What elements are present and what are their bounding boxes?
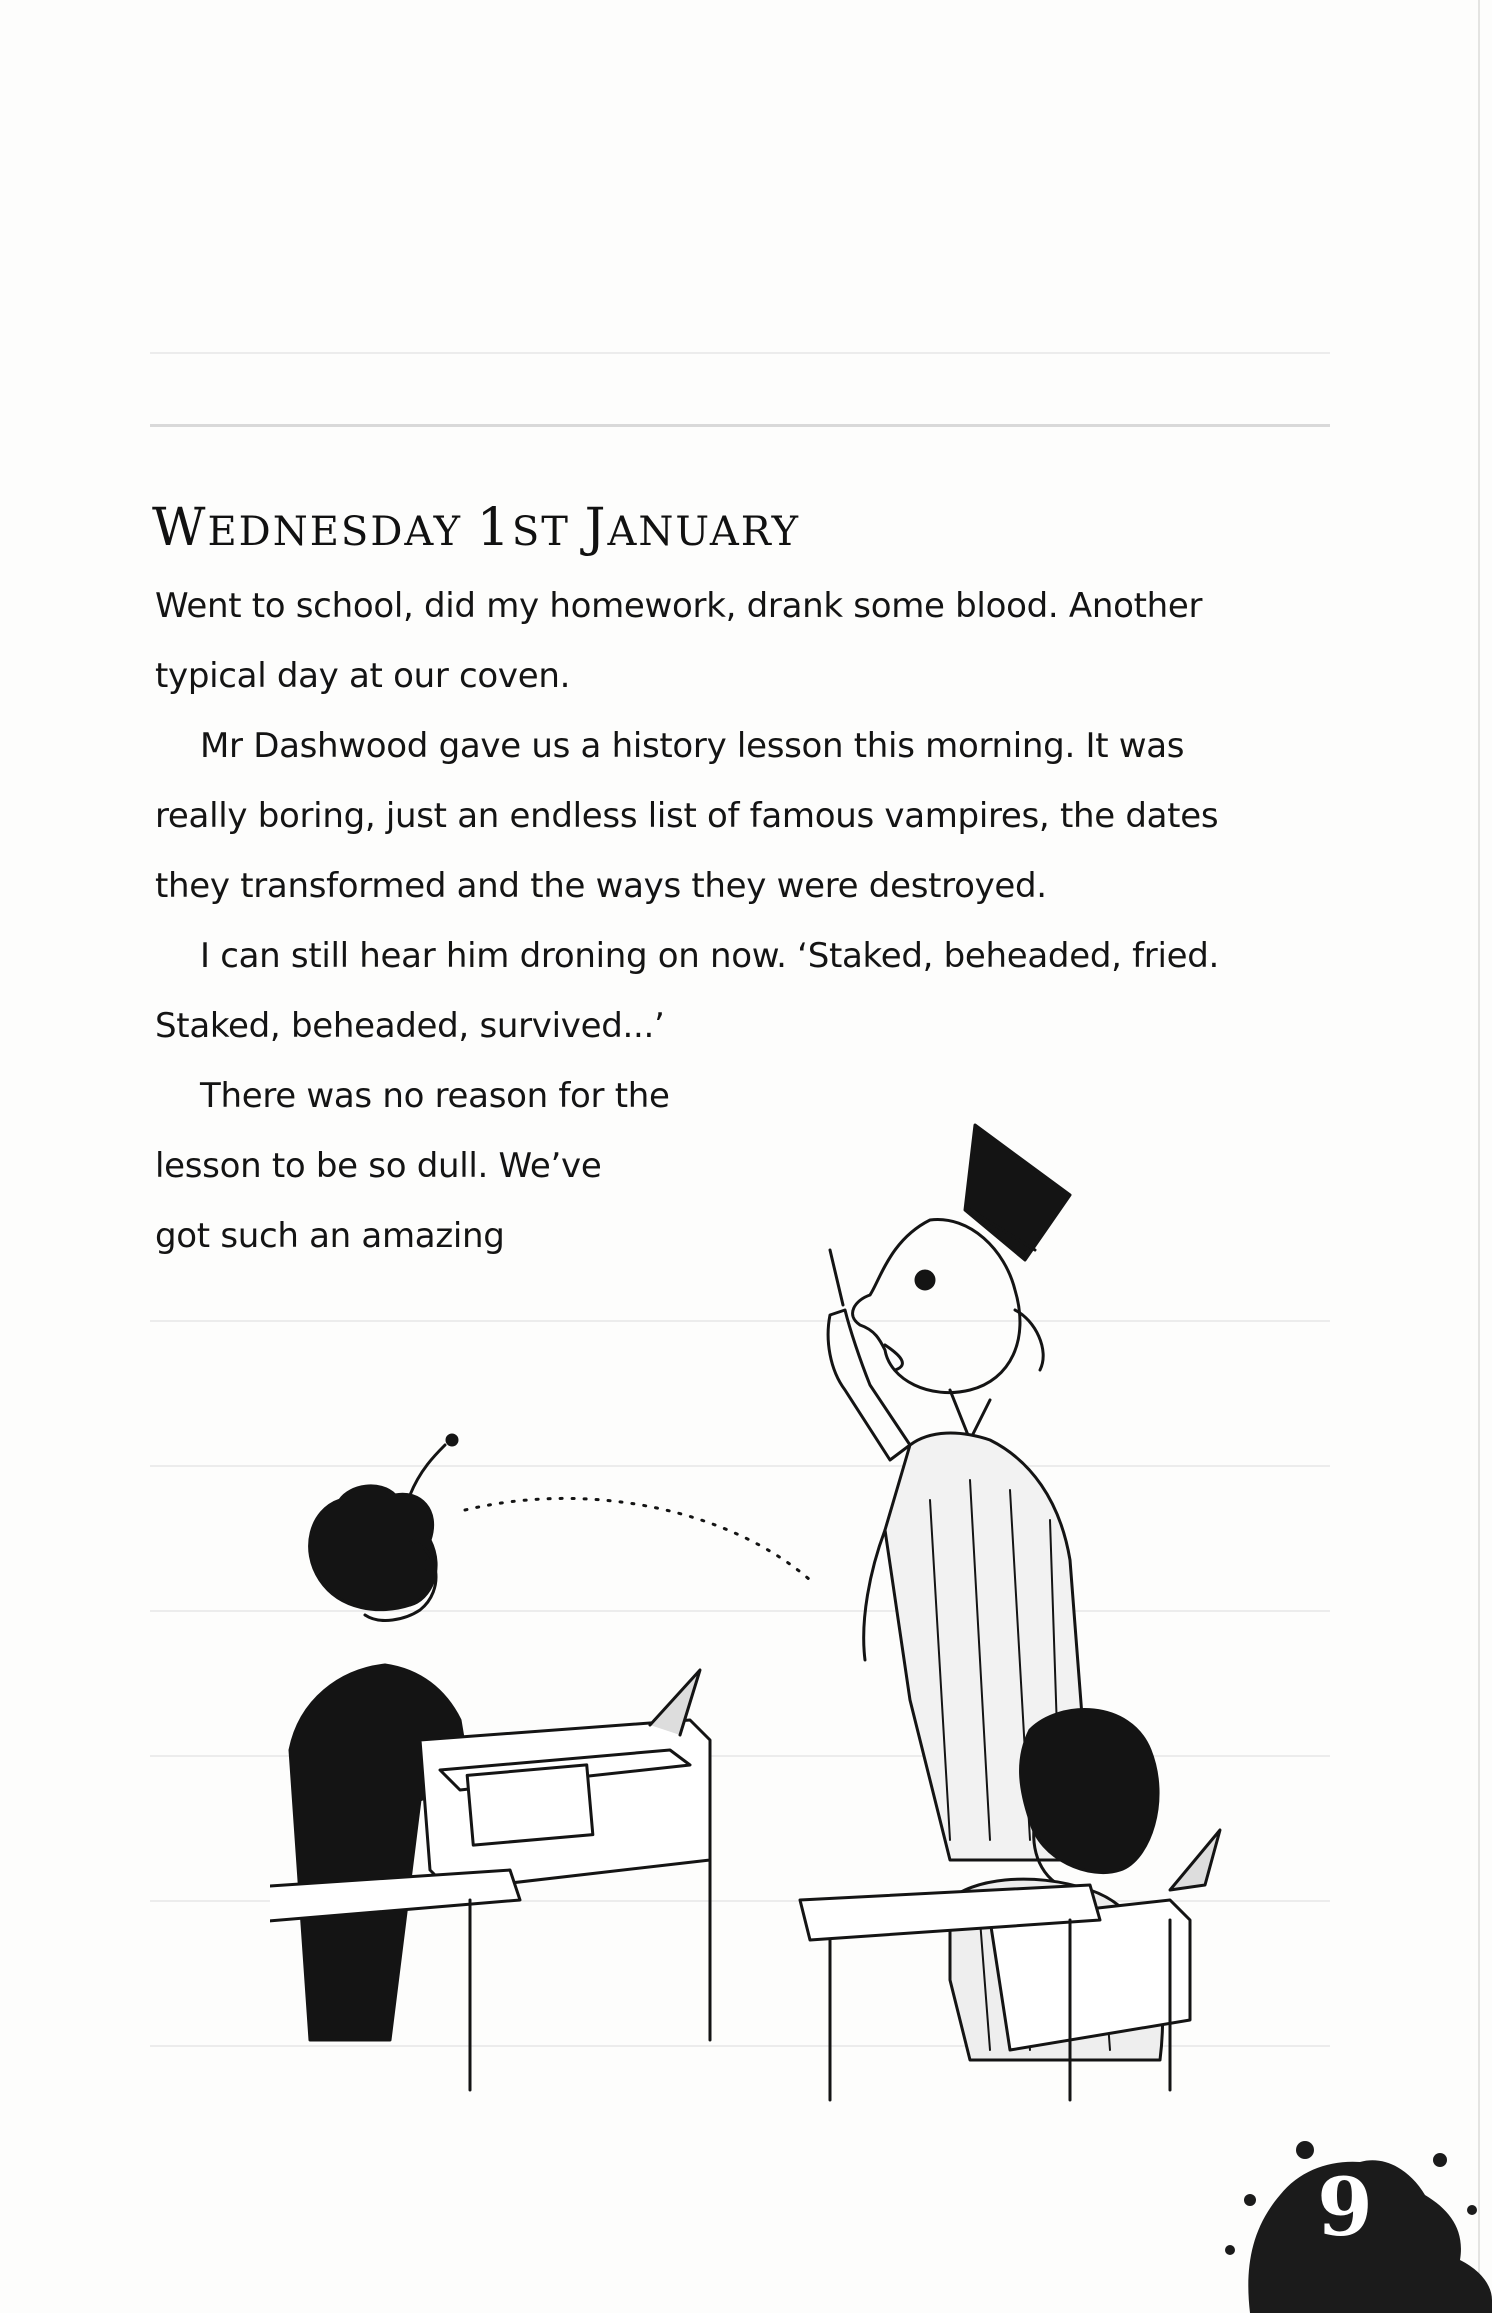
body-text-line: There was no reason for the bbox=[200, 1076, 670, 1116]
page-number-splat bbox=[1210, 2100, 1492, 2313]
classroom-illustration bbox=[270, 1100, 1250, 2110]
page-edge bbox=[1478, 0, 1480, 2313]
heading-part: J bbox=[584, 498, 608, 558]
body-text-line: Mr Dashwood gave us a history lesson this morning. It was bbox=[200, 726, 1185, 766]
body-text-line: typical day at our coven. bbox=[155, 656, 571, 696]
body-text-line: I can still hear him droning on now. ‘Staked, beheaded, fried. bbox=[200, 936, 1220, 976]
body-text-line: lesson to be so dull. We’ve bbox=[155, 1146, 602, 1186]
heading-part: W bbox=[152, 498, 208, 558]
body-text-line: they transformed and the ways they were destroyed. bbox=[155, 866, 1047, 906]
heading-part: ANUARY bbox=[607, 509, 801, 555]
body-text-line: got such an amazing bbox=[155, 1216, 505, 1256]
body-text-line: Went to school, did my homework, drank some blood. Another bbox=[155, 586, 1203, 626]
diary-date-heading bbox=[152, 498, 800, 558]
body-text-line: really boring, just an endless list of famous vampires, the dates bbox=[155, 796, 1219, 836]
page-number: 9 bbox=[1317, 2160, 1373, 2254]
body-text-line: Staked, beheaded, survived...’ bbox=[155, 1006, 665, 1046]
heading-part: EDNESDAY bbox=[207, 509, 477, 555]
heading-part: 1 bbox=[476, 498, 512, 558]
ruled-line bbox=[150, 352, 1330, 354]
heading-part: ST bbox=[511, 509, 585, 555]
ruled-line bbox=[150, 424, 1330, 427]
